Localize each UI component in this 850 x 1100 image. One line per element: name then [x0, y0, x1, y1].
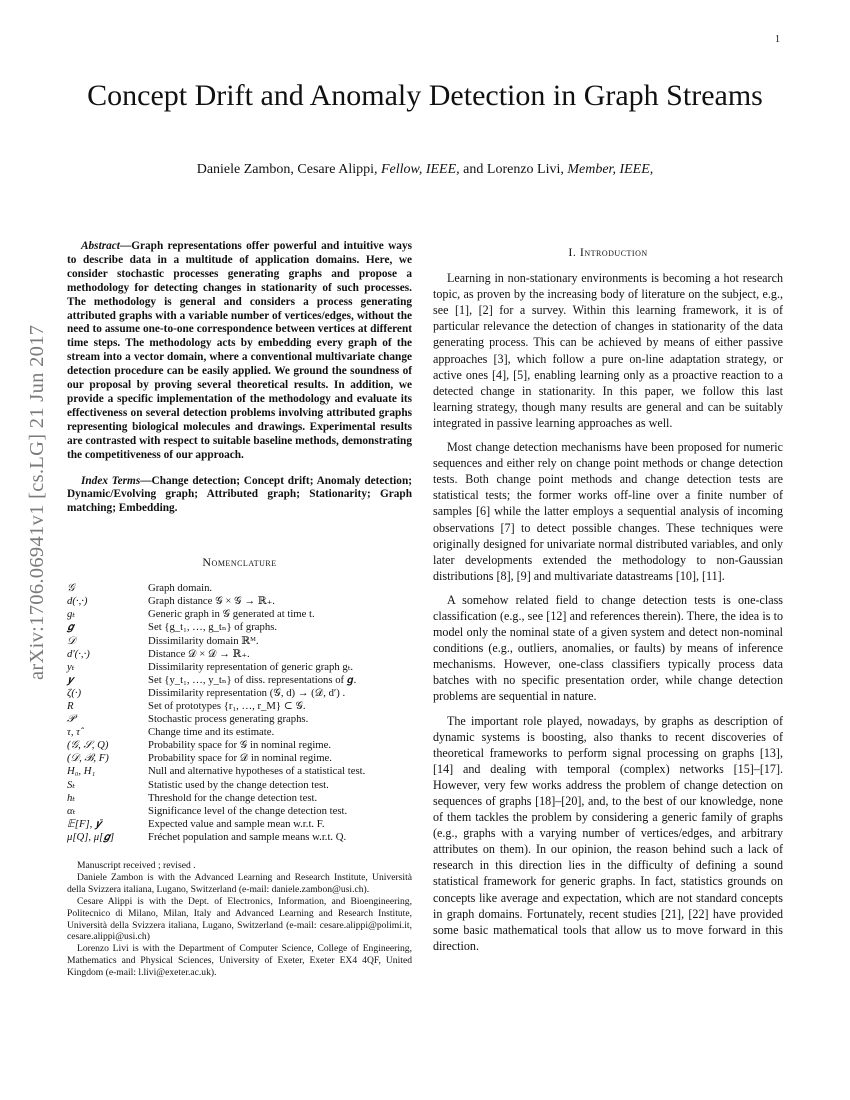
nomenclature-item [67, 661, 412, 674]
nomenclature-item [67, 752, 412, 765]
nomenclature-symbol: (𝒟, ℬ, F) [67, 752, 109, 765]
nomenclature-definition: Stochastic process generating graphs. [148, 713, 309, 726]
nomenclature-definition: Dissimilarity domain ℝᴹ. [148, 634, 259, 647]
nomenclature-symbol: hₜ [67, 791, 75, 804]
arxiv-identifier-text: arXiv:1706.06941v1 [cs.LG] 21 Jun 2017 [26, 324, 48, 680]
nomenclature-definition: Change time and its estimate. [148, 726, 275, 739]
author-role-2: Member, IEEE, [567, 162, 654, 177]
nomenclature-item [67, 700, 412, 713]
nomenclature-symbol: τ, τ̂ [67, 726, 80, 739]
index-terms-text: —Change detection; Concept drift; Anomaly detection; Dynamic/Evolving graph; Attributed graph; Stationarity; Graph matching; Embedding. [67, 474, 412, 515]
nomenclature-item [67, 726, 412, 739]
intro-paragraph: Most change detection mechanisms have been proposed for numeric sequences and either rely on change point methods or change detection tests. Both change point methods and change detection tests are statistical tests; the former works off-line over a finite number of samples [6] while the latter employs a sequential analysis of incoming observations [7] to detect possible changes. These techniques were originally designed for univariate normal distributed variables, and only later developments extended the methodology to non-Gaussian distributions [8], [9] and multivariate datastreams [10], [11]. [433, 440, 783, 583]
nomenclature-item [67, 765, 412, 778]
nomenclature-definition: Expected value and sample mean w.r.t. F. [148, 817, 325, 830]
nomenclature-item [67, 792, 412, 805]
nomenclature-symbol: 𝒈 [67, 621, 74, 634]
nomenclature-item [67, 635, 412, 648]
nomenclature-item [67, 674, 412, 687]
index-terms [67, 475, 412, 517]
nomenclature-symbol: yₜ [67, 660, 75, 673]
nomenclature-item [67, 621, 412, 634]
nomenclature-item [67, 648, 412, 661]
section-title: Introduction [579, 245, 648, 259]
nomenclature-definition: Statistic used by the change detection test. [148, 778, 329, 791]
nomenclature-definition: Probability space for 𝒢 in nominal regime. [148, 739, 332, 752]
nomenclature-item [67, 713, 412, 726]
nomenclature-symbol: 𝔼[F], 𝒚̄ [67, 817, 102, 830]
nomenclature-symbol: H₀, H₁ [67, 765, 96, 778]
abstract-label: Abstract [81, 240, 120, 252]
author-role-1: Fellow, IEEE, [381, 162, 460, 177]
nomenclature-definition: Set {g_t₁, …, g_tₙ} of graphs. [148, 621, 278, 634]
nomenclature-definition: Graph distance 𝒢 × 𝒢 → ℝ₊. [148, 595, 275, 608]
nomenclature-symbol: 𝒚 [67, 673, 74, 686]
index-terms-label: Index Terms [81, 474, 141, 487]
nomenclature-symbol: d′(·,·) [67, 647, 90, 660]
nomenclature-definition: Dissimilarity representation (𝒢, d) → (𝒟, d′) . [148, 686, 346, 699]
footnote-author-livi: Lorenzo Livi is with the Department of Computer Science, College of Engineering, Mathematics and Physical Sciences, University of Exeter, Exeter EX4 4QF, United Kingdom (e-mail: l.livi@exeter.ac.uk). [67, 943, 412, 979]
author-names-2: and Lorenzo Livi, [463, 162, 564, 177]
section-number: I. [568, 245, 577, 259]
nomenclature-item [67, 831, 412, 844]
nomenclature-list [67, 582, 412, 844]
nomenclature-definition: Set {y_t₁, …, y_tₙ} of diss. representations of 𝒈. [148, 673, 357, 686]
nomenclature-item [67, 805, 412, 818]
footnote-author-alippi: Cesare Alippi is with the Dept. of Electronics, Information, and Bioengineering, Politecnico di Milano, Milan, Italy and Advanced Learning and Research Institute, Università della Svizzera italiana, Lugano, Switzerland (e-mail: cesare.alippi@polimi.it, cesare.alippi@usi.ch) [67, 895, 412, 943]
nomenclature-definition: Fréchet population and sample means w.r.t. Q. [148, 830, 347, 843]
nomenclature-definition: Graph domain. [148, 582, 213, 595]
nomenclature-definition: Generic graph in 𝒢 generated at time t. [148, 608, 315, 621]
nomenclature-item [67, 595, 412, 608]
nomenclature-definition: Significance level of the change detection test. [148, 804, 348, 817]
nomenclature-symbol: gₜ [67, 608, 75, 621]
nomenclature-symbol: d(·,·) [67, 595, 88, 608]
footnote-manuscript: Manuscript received ; revised . [77, 860, 196, 871]
nomenclature-heading: Nomenclature [202, 555, 277, 570]
paper-title: Concept Drift and Anomaly Detection in Graph Streams [87, 79, 763, 112]
intro-paragraph: Learning in non-stationary environments is becoming a hot research topic, as proven by the increasing body of literature on the subject, e.g., see [1], [2] for a survey. Within this learning framework, it is of particular relevance the detection of changes in stationarity of the data generating process. This can be achieved by means of either passive approaches [3], which follow a pure on-line adaptation strategy, or active ones [4], [5], enabling learning only as a proactive reaction to a detected change in stationarity. In this paper, we follow this last learning strategy, though many results are general and can be suitably integrated in passive learning approaches as well. [433, 271, 783, 430]
nomenclature-symbol: 𝒫 [67, 713, 75, 726]
nomenclature-symbol: αₜ [67, 804, 76, 817]
nomenclature-symbol: Sₜ [67, 778, 75, 791]
nomenclature-definition: Dissimilarity representation of generic graph gₜ. [148, 660, 354, 673]
nomenclature-symbol: ζ(·) [67, 686, 82, 699]
nomenclature-symbol: (𝒢, 𝒮, Q) [67, 739, 109, 752]
nomenclature-definition: Distance 𝒟 × 𝒟 → ℝ₊. [148, 647, 250, 660]
page-number: 1 [775, 34, 780, 45]
abstract-text: —Graph representations offer powerful and intuitive ways to describe data in a multitude of application domains. Here, we consider stochastic processes generating graphs and propose a methodology for detecting changes in stationarity of such processes. The methodology is general and considers a process generating attributed graphs with a variable number of vertices/edges, without the need to assume one-to-one correspondence between vertices at different time steps. The methodology acts by embedding every graph of the stream into a vector domain, where a conventional multivariate change detection procedure can be easily applied. We ground the soundness of our proposal by proving several theoretical results. In addition, we provide a specific implementation of the methodology and evaluate its effectiveness on several detection problems involving attributed graphs representing biological molecules and drawings. Experimental results are contrasted with respect to suitable baseline methods, demonstrating the competitiveness of our approach. [67, 240, 412, 461]
section-heading-introduction [433, 244, 783, 260]
author-line [70, 162, 780, 178]
nomenclature-item [67, 582, 412, 595]
nomenclature-item [67, 608, 412, 621]
nomenclature-symbol: 𝒟 [67, 634, 76, 647]
abstract [67, 240, 412, 463]
intro-paragraph: The important role played, nowadays, by graphs as description of dynamic systems is boosting, also thanks to recent discoveries of theoretical frameworks to perform signal processing on graphs [13], [14] and dealing with temporal (complex) networks [15]–[17]. However, very few works address the problem of change detection on sequences of graphs [18]–[20], and, to the best of our knowledge, none of them tackles the problem by considering a generic family of graphs (e.g., graphs with a varying number of vertices/edges, and arbitrary attributes on them). In our opinion, the reason behind such a lack of research in this direction lies in the difficulty of defining a sound statistical framework for generic graphs. In fact, statistics grounds on concepts like average and expectation, which are not standard concepts in graph domains. Fortunately, recent studies [21], [22] have provided some basic mathematical tools that allow us to move forward in this direction. [433, 713, 783, 953]
nomenclature-definition: Probability space for 𝒟 in nominal regime. [148, 752, 332, 765]
left-column [67, 240, 412, 979]
nomenclature-item [67, 779, 412, 792]
intro-paragraph: A somehow related field to change detection tests is one-class classification (e.g., see [12] and references therein). There, the idea is to model only the nominal state of a given system and detect non-nominal conditions (e.g., outliers, anomalies, or faults) by means of inference mechanisms. However, one-class classifiers typically process data batches with no specific presentation order, while change detection problems are sequential in nature. [433, 592, 783, 704]
nomenclature-symbol: μ[Q], μ[𝒈] [67, 830, 115, 843]
right-column [433, 244, 783, 962]
footnote-author-zambon: Daniele Zambon is with the Advanced Learning and Research Institute, Università della Svizzera italiana, Lugano, Switzerland (e-mail: daniele.zambon@usi.ch). [67, 871, 412, 895]
nomenclature-item [67, 818, 412, 831]
nomenclature-item [67, 739, 412, 752]
nomenclature-definition: Set of prototypes {r₁, …, r_M} ⊂ 𝒢. [148, 699, 306, 712]
nomenclature-symbol: R [67, 699, 74, 712]
nomenclature-definition: Threshold for the change detection test. [148, 791, 318, 804]
nomenclature-symbol: 𝒢 [67, 582, 75, 595]
nomenclature-item [67, 687, 412, 700]
nomenclature-definition: Null and alternative hypotheses of a statistical test. [148, 765, 366, 778]
author-names-1: Daniele Zambon, Cesare Alippi, [196, 162, 378, 177]
footnotes [67, 860, 412, 979]
